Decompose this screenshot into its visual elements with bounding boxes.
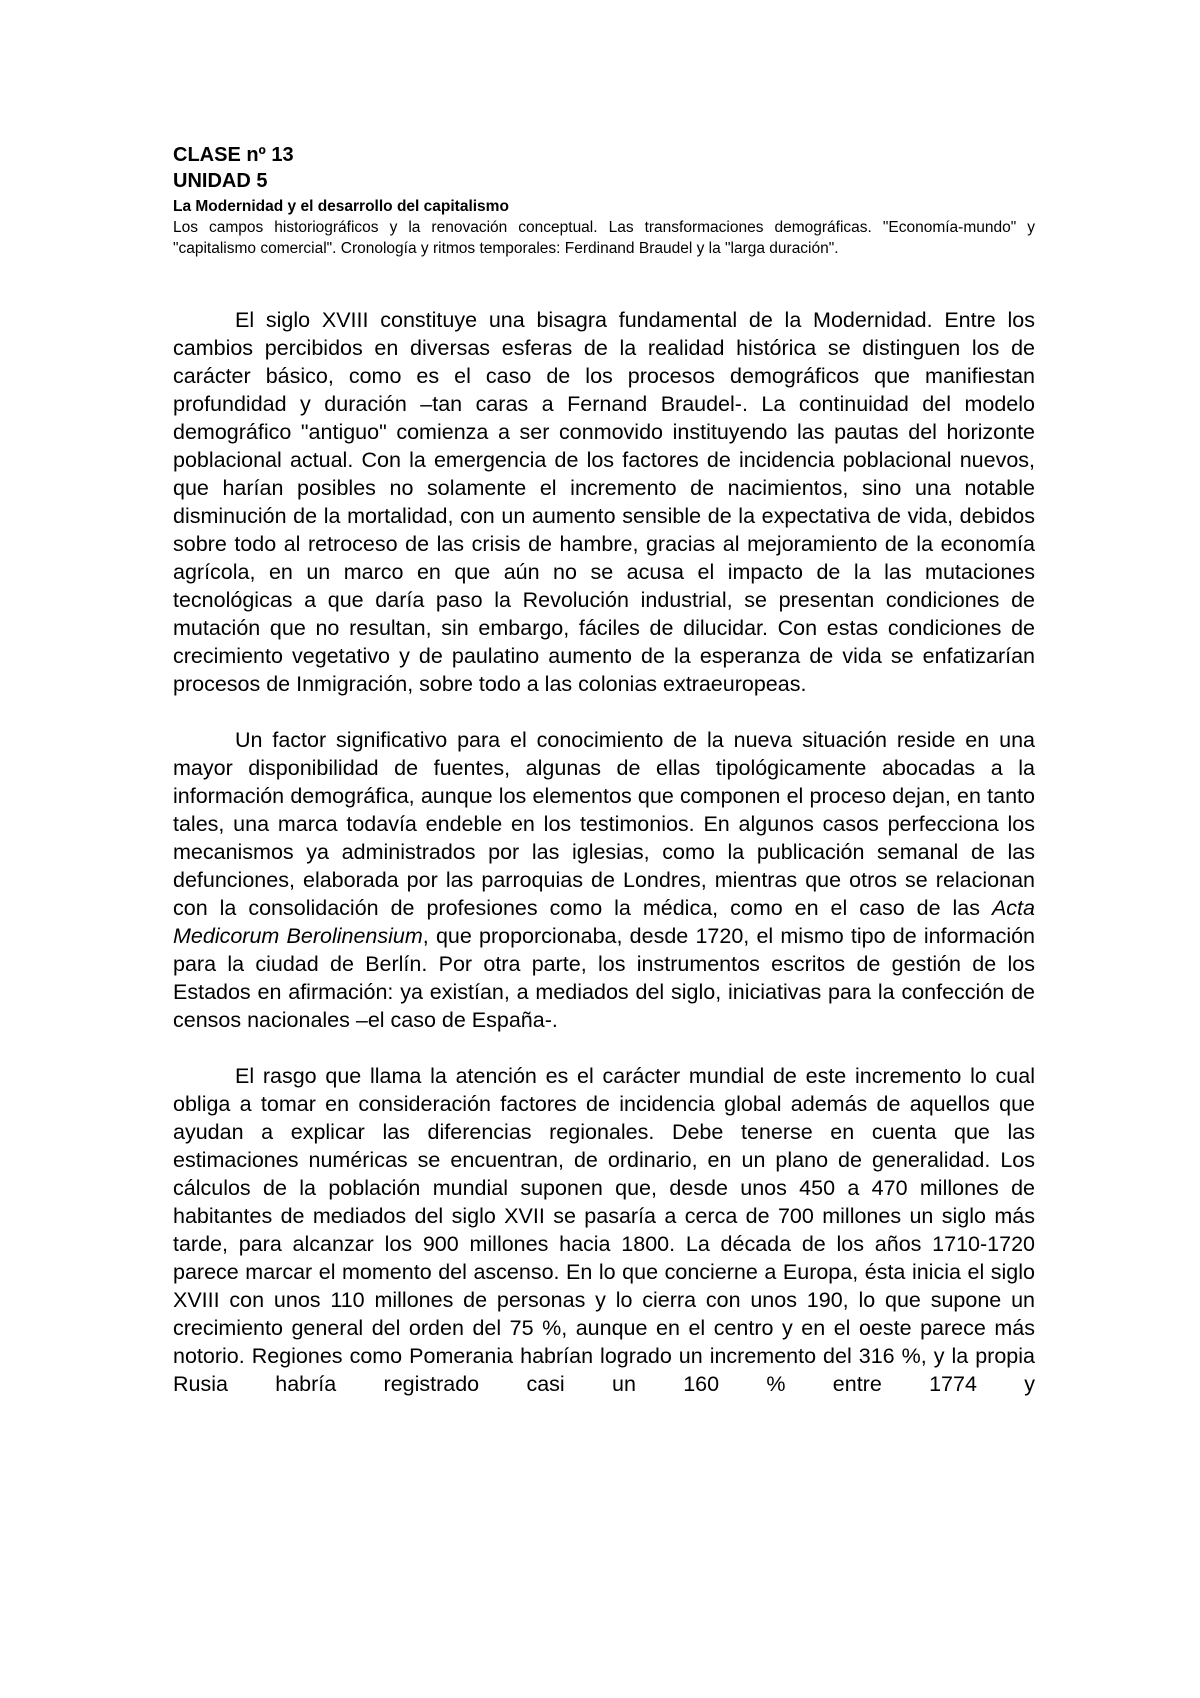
paragraph-2	[173, 726, 1035, 1034]
body-text	[173, 306, 1035, 1398]
paragraph-2-text-end: , que proporcionaba, desde 1720, el mismo tipo de información para la ciudad de Berlín. Por otra parte, los instrumentos escritos de gestión de los Estados en afirmación: ya existían, a mediados del siglo, iniciativas para la confección de censos nacionales –el caso de España-.	[173, 924, 1036, 1032]
unit-title: La Modernidad y el desarrollo del capitalismo	[173, 198, 509, 215]
paragraph-3: El rasgo que llama la atención es el carácter mundial de este incremento lo cual obliga a tomar en consideración factores de incidencia global además de aquellos que ayudan a explicar las diferencias regionales. Debe tenerse en cuenta que las estimaciones numéricas se encuentran, de ordinario, en un plano de generalidad. Los cálculos de la población mundial suponen que, desde unos 450 a 470 millones de habitantes de mediados del siglo XVII se pasaría a cerca de 700 millones un siglo más tarde, para alcanzar los 900 millones hacia 1800. La década de los años 1710-1720 parece marcar el momento del ascenso. En lo que concierne a Europa, ésta inicia el siglo XVIII con unos 110 millones de personas y lo cierra con unos 190, lo que supone un crecimiento general del orden del 75 %, aunque en el centro y en el oeste parece más notorio. Regiones como Pomerania habrían logrado un incremento del 316 %, y la propia Rusia habría registrado casi un 160 % entre 1774 y	[173, 1064, 1035, 1396]
class-number-heading: CLASE nº 13	[173, 144, 294, 166]
paragraph-2-italic-title: Acta Medicorum Berolinensium	[173, 896, 1035, 948]
paragraph-1: El siglo XVIII constituye una bisagra fundamental de la Modernidad. Entre los cambios percibidos en diversas esferas de la realidad histórica se distinguen los de carácter básico, como es el caso de los procesos demográficos que manifiestan profundidad y duración –tan caras a Fernand Braudel-. La continuidad del modelo demográfico "antiguo" comienza a ser conmovido instituyendo las pautas del horizonte poblacional actual. Con la emergencia de los factores de incidencia poblacional nuevos, que harían posibles no solamente el incremento de nacimientos, sino una notable disminución de la mortalidad, con un aumento sensible de la expectativa de vida, debidos sobre todo al retroceso de las crisis de hambre, gracias al mejoramiento de la economía agrícola, en un marco en que aún no se acusa el impacto de la las mutaciones tecnológicas a que daría paso la Revolución industrial, se presentan condiciones de mutación que no resultan, sin embargo, fáciles de dilucidar. Con estas condiciones de crecimiento vegetativo y de paulatino aumento de la esperanza de vida se enfatizarían procesos de Inmigración, sobre todo a las colonias extraeuropeas.	[173, 308, 1035, 696]
unit-syllabus: Los campos historiográficos y la renovación conceptual. Las transformaciones demográficas. "Economía-mundo" y "capitalismo comercial". Cronología y ritmos temporales: Ferdinand Braudel y la "larga duración".	[173, 219, 1035, 257]
paragraph-2-text-start: Un factor significativo para el conocimiento de la nueva situación reside en una mayor disponibilidad de fuentes, algunas de ellas tipológicamente abocadas a la información demográfica, aunque los elementos que componen el proceso dejan, en tanto tales, una marca todavía endeble en los testimonios. En algunos casos perfecciona los mecanismos ya administrados por las iglesias, como la publicación semanal de las defunciones, elaborada por las parroquias de Londres, mientras que otros se relacionan con la consolidación de profesiones como la médica, como en el caso de las	[173, 728, 1035, 920]
unit-heading: UNIDAD 5	[173, 170, 268, 192]
page-content	[173, 142, 1035, 1398]
